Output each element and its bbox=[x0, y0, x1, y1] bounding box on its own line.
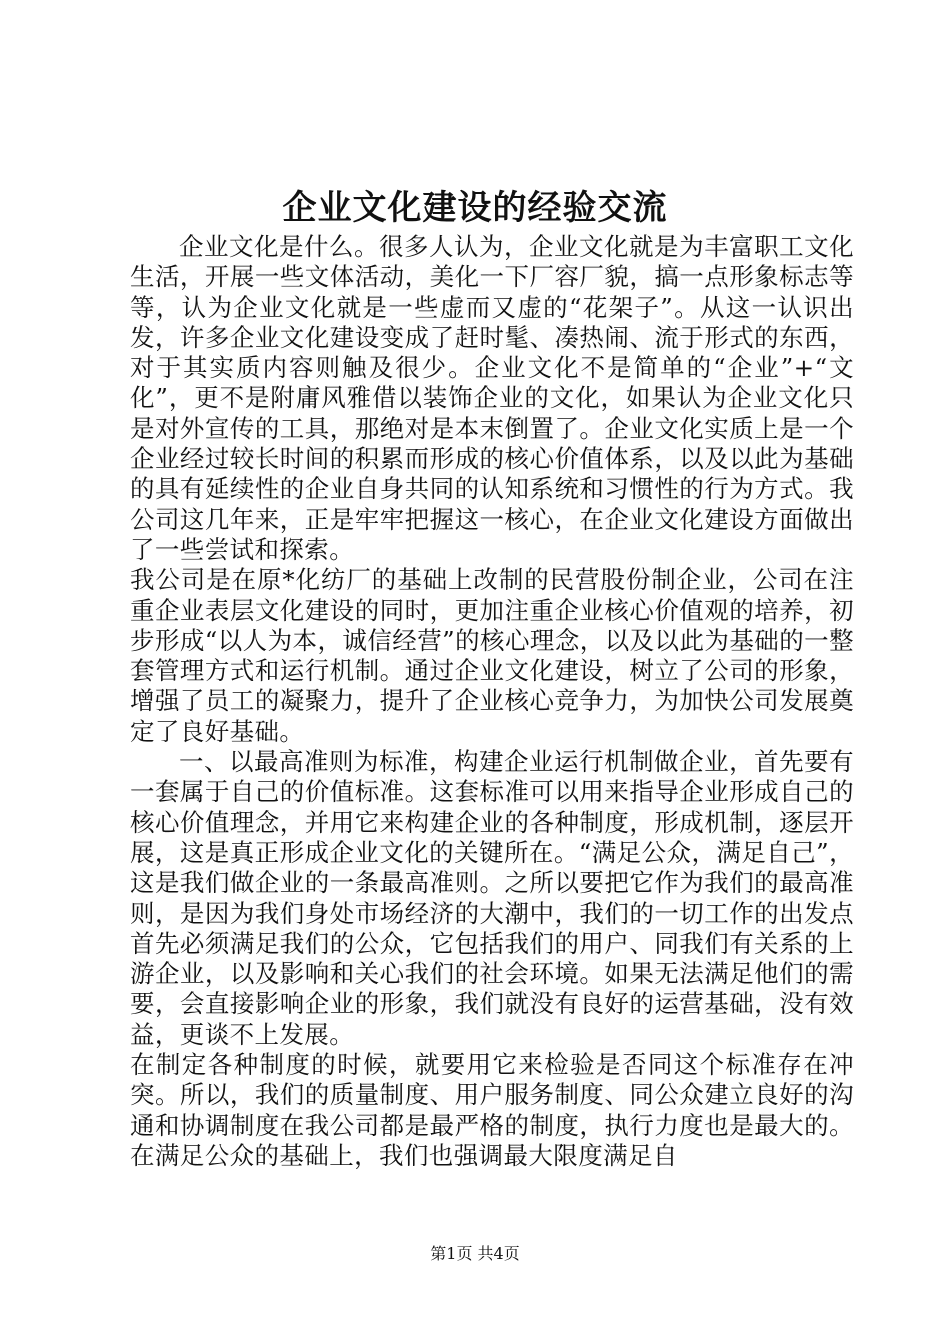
paragraph: 在制定各种制度的时候，就要用它来检验是否同这个标准存在冲突。所以，我们的质量制度、用户服务制度、同公众建立良好的沟通和协调制度在我公司都是最严格的制度，执行力度也是最大的。在满足公众的基础上，我们也强调最大限度满足自 bbox=[130, 1050, 854, 1170]
paragraph: 我公司是在原*化纺厂的基础上改制的民营股份制企业，公司在注重企业表层文化建设的同时，更加注重企业核心价值观的培养，初步形成“以人为本，诚信经营”的核心理念，以及以此为基础的一整套管理方式和运行机制。通过企业文化建设，树立了公司的形象，增强了员工的凝聚力，提升了企业核心竞争力，为加快公司发展奠定了良好基础。 bbox=[130, 565, 854, 746]
paragraph: 一、以最高准则为标准，构建企业运行机制做企业，首先要有一套属于自己的价值标准。这套标准可以用来指导企业形成自己的核心价值理念，并用它来构建企业的各种制度，形成机制，逐层开展，这是真正形成企业文化的关键所在。“满足公众，满足自己”，这是我们做企业的一条最高准则。之所以要把它作为我们的最高准则，是因为我们身处市场经济的大潮中，我们的一切工作的出发点首先必须满足我们的公众，它包括我们的用户、同我们有关系的上游企业，以及影响和关心我们的社会环境。如果无法满足他们的需要，会直接影响企业的形象，我们就没有良好的运营基础，没有效益，更谈不上发展。 bbox=[130, 747, 854, 1049]
page-number-footer: 第1页 共4页 bbox=[430, 1244, 520, 1263]
document-body bbox=[130, 232, 854, 1171]
paragraph: 企业文化是什么。很多人认为，企业文化就是为丰富职工文化生活，开展一些文体活动，美化一下厂容厂貌，搞一点形象标志等等，认为企业文化就是一些虚而又虚的“花架子”。从这一认识出发，许多企业文化建设变成了赶时髦、凑热闹、流于形式的东西，对于其实质内容则触及很少。企业文化不是简单的“企业”+“文化”，更不是附庸风雅借以装饰企业的文化，如果认为企业文化只是对外宣传的工具，那绝对是本末倒置了。企业文化实质上是一个企业经过较长时间的积累而形成的核心价值体系，以及以此为基础的具有延续性的企业自身共同的认知系统和习惯性的行为方式。我公司这几年来，正是牢牢把握这一核心，在企业文化建设方面做出了一些尝试和探索。 bbox=[130, 232, 854, 564]
page-title: 企业文化建设的经验交流 bbox=[282, 188, 668, 228]
